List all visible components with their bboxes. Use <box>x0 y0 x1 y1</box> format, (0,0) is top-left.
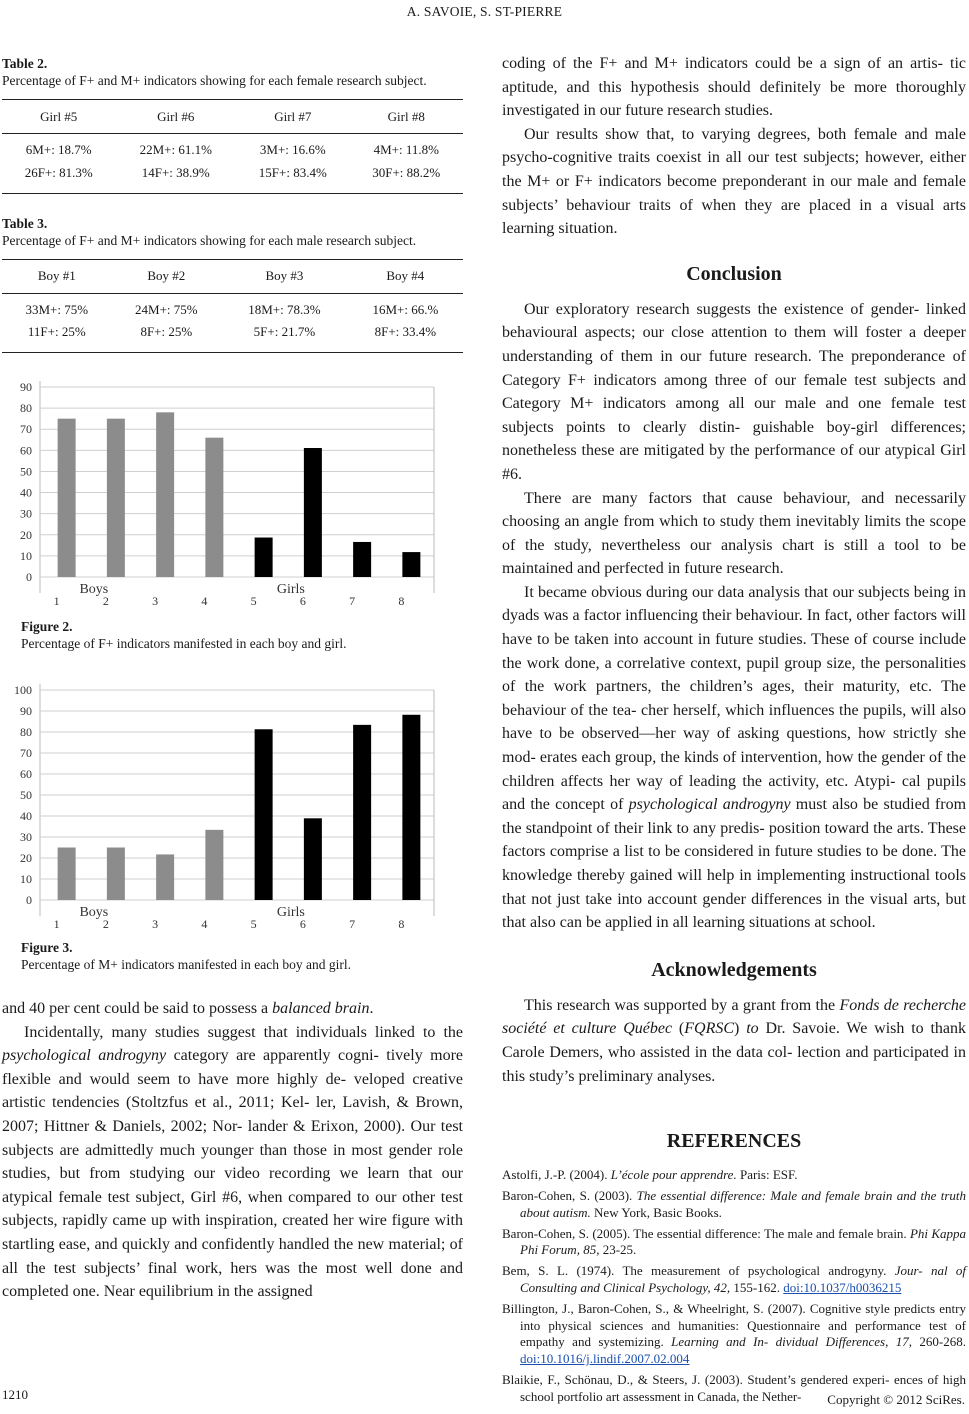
body-paragraph <box>502 581 966 935</box>
bar <box>304 448 322 577</box>
bar <box>353 542 371 577</box>
figure-2-title: Figure 2. <box>21 619 73 634</box>
table-cell: 15F+: 83.4% <box>236 159 349 194</box>
y-tick-label: 40 <box>20 809 32 823</box>
references-heading: REFERENCES <box>666 1130 802 1153</box>
y-tick-label: 80 <box>20 725 32 739</box>
bar <box>58 419 76 577</box>
x-tick-label: 8 <box>398 594 405 608</box>
conclusion-heading: Conclusion <box>686 262 782 285</box>
table-header-cell: Boy #4 <box>348 259 463 293</box>
text-run: Baron-Cohen, S. (2003). <box>502 1187 637 1203</box>
table-header-cell: Boy #1 <box>2 259 112 293</box>
bar <box>156 854 174 900</box>
x-tick-label: 7 <box>349 594 356 608</box>
y-tick-label: 0 <box>26 570 32 584</box>
table-cell: 6M+: 18.7% <box>25 142 92 158</box>
y-tick-label: 0 <box>26 893 32 907</box>
group-label: Girls <box>276 582 305 597</box>
table-cell: 26F+: 81.3% <box>2 159 115 194</box>
y-tick-label: 80 <box>20 401 32 416</box>
figure-3-chart <box>2 678 442 928</box>
body-paragraph <box>2 997 463 1021</box>
table-cell: 30F+: 88.2% <box>350 159 463 194</box>
body-paragraph <box>502 994 966 1088</box>
text-run: Incidentally, many studies suggest that individuals linked to the <box>24 1023 463 1041</box>
text-emphasis: psychological androgyny <box>628 796 791 814</box>
table-cell: 33M+: 75% <box>25 301 89 317</box>
y-tick-label: 40 <box>20 485 32 500</box>
table-cell: 16M+: 66.% <box>372 301 439 317</box>
y-tick-label: 20 <box>20 527 32 542</box>
figure-3-title: Figure 3. <box>21 940 73 955</box>
page-number: 1210 <box>2 1387 28 1402</box>
body-paragraph: Our results show that, to varying degrees, both female and male psycho-cognitive traits coexist in all our test subjects; however, either the M+ or F+ indicators become preponderant in our male and female subjects’ behaviour traits of when they are placed in a visual arts learning situation. <box>502 125 966 238</box>
x-tick-label: 2 <box>102 917 109 928</box>
table-cell: 4M+: 11.8% <box>373 142 439 158</box>
bar <box>107 848 125 901</box>
doi-link[interactable]: doi:10.1037/h0036215 <box>783 1279 902 1295</box>
x-tick-label: 3 <box>152 917 159 928</box>
right-column <box>502 52 966 1410</box>
table-cell: 22M+: 61.1% <box>139 142 212 158</box>
text-emphasis: Learning and In- dividual Differences, 17, <box>671 1334 913 1350</box>
bar <box>205 438 223 577</box>
y-tick-label: 70 <box>20 746 32 760</box>
table-2-title: Table 2. <box>2 56 48 71</box>
text-run: 23-25. <box>599 1242 637 1258</box>
table-cell: 18M+: 78.3% <box>248 301 321 317</box>
table-cell: 8F+: 33.4% <box>348 318 463 353</box>
x-tick-label: 6 <box>299 594 306 608</box>
x-tick-label: 5 <box>250 917 257 928</box>
bar <box>402 715 420 900</box>
group-label: Girls <box>276 905 305 920</box>
text-run: Billington, J., Baron-Cohen, S., & Wheelright, S. (2007). Cognitive style predicts entry into physical sciences and humanities: Questionnaire and performance test of empathy and systemizing. <box>502 1300 966 1350</box>
acknowledgements-heading: Acknowledgements <box>651 958 817 981</box>
x-tick-label: 1 <box>53 917 60 928</box>
table-header-cell: Boy #3 <box>221 259 348 293</box>
table-cell: 24M+: 75% <box>135 301 198 317</box>
text-run: ( <box>672 1020 685 1038</box>
text-emphasis: The essential difference: Male and female brain and the truth about autism. <box>520 1187 967 1220</box>
reference-item <box>502 1263 966 1297</box>
reference-item <box>502 1188 966 1222</box>
text-emphasis: to <box>746 1020 759 1038</box>
table-3 <box>2 216 463 354</box>
bar <box>255 729 273 900</box>
text-emphasis: psychological androgyny <box>2 1047 167 1065</box>
y-tick-label: 30 <box>20 830 32 844</box>
table-3-grid <box>2 259 463 354</box>
bar <box>58 848 76 901</box>
table-2-description: Percentage of F+ and M+ indicators showing for each female research subject. <box>2 73 427 88</box>
y-tick-label: 20 <box>20 851 32 865</box>
text-emphasis: Jour- nal of Consulting and Clinical Psychology, 42, <box>520 1263 967 1295</box>
table-header-cell: Girl #8 <box>350 100 463 134</box>
y-tick-label: 60 <box>20 443 32 458</box>
body-paragraph: Our exploratory research suggests the existence of gender- linked behavioural aspects; our close attention to them will foster a deeper understanding of them in our future research. The preponderance of Category F+ indicators among three of our female test subjects and Category M+ indicators among all our male and one female test subjects points to clearly distin- guishable boy-girl differences; nonetheless these are mitigated by the performance of our atypical Girl #6. <box>502 300 966 483</box>
text-run: category are apparently cogni- tively more flexible and would seem to have more highly de- veloped creative artistic tendencies (Stoltzfus et al., 2011; Kel- ler, Lavish, & Brown, 2007; Hittner & Daniels, 2002; Nor- lander & Erixon, 2000). Our test subjects are admittedly much younger than those in most gender role studies, but from studying our video recording we learn that our atypical female test subject, Girl #6, when compared to our other test subjects, rapidly came up with inspiration, created her wire figure with startling ease, and quickly and confidently handled the new material; of all the test subjects’ final work, hers was the most well done and completed one. Near equilibrium in the assigned <box>2 1047 464 1301</box>
body-paragraph: There are many factors that cause behaviour, and necessarily choosing an angle from which to study them inevitably limits the scope of the study, nevertheless our analysis chart is still a tool to be maintained and perfected in future research. <box>502 489 966 578</box>
figure-2-bar-chart <box>2 373 442 613</box>
y-tick-label: 100 <box>14 683 32 697</box>
bar <box>304 818 322 900</box>
bar <box>107 419 125 577</box>
x-tick-label: 8 <box>398 917 405 928</box>
body-paragraph: coding of the F+ and M+ indicators could be a sign of an artis- tic aptitude, and this hypothesis should definitely be more thoroughly investigated in our future research studies. <box>502 55 966 120</box>
group-label: Boys <box>79 905 109 920</box>
table-cell: 3M+: 16.6% <box>259 142 326 158</box>
table-2-grid <box>2 99 463 194</box>
text-emphasis: Fonds de recherche société et culture Québec <box>502 996 966 1038</box>
text-run: and 40 per cent could be said to possess a <box>2 1000 273 1017</box>
x-tick-label: 1 <box>53 594 60 608</box>
reference-item <box>502 1301 966 1368</box>
text-run: New York, Basic Books. <box>590 1204 722 1220</box>
doi-link[interactable]: doi:10.1016/j.lindif.2007.02.004 <box>520 1351 690 1367</box>
group-label: Boys <box>79 582 109 597</box>
table-header-cell: Girl #5 <box>2 100 115 134</box>
text-run: must also be studied from the standpoint of their link to any predis- position toward the arts. These factors comprise a list to be considered in future studies to be done. The knowledge thereby gained will help in implementing instructional tools that not just take into account gender differences in the visual arts, but that also can be applied in all learning situations at school. <box>502 796 967 932</box>
text-run: . <box>369 1000 374 1017</box>
y-tick-label: 90 <box>20 380 32 394</box>
x-tick-label: 6 <box>299 917 306 928</box>
x-tick-label: 7 <box>349 917 356 928</box>
text-emphasis: Phi Kappa Phi Forum, 85, <box>520 1225 966 1258</box>
text-run: This research was supported by a grant from the <box>524 996 840 1014</box>
y-tick-label: 90 <box>20 704 32 718</box>
table-header-cell: Boy #2 <box>112 259 222 293</box>
copyright-notice: Copyright © 2012 SciRes. <box>827 1392 965 1407</box>
body-paragraph <box>2 1021 463 1304</box>
text-run: 155-162. <box>730 1279 784 1295</box>
y-tick-label: 30 <box>20 506 32 521</box>
left-column <box>2 56 463 1304</box>
text-run: ) <box>734 1020 747 1038</box>
figure-3-description: Percentage of M+ indicators manifested in each boy and girl. <box>21 957 352 972</box>
bar <box>255 538 273 577</box>
text-run: It became obvious during our data analysis that our subjects being in dyads was a factor influencing their behaviour. In fact, other factors will have to be taken into account in future studies. These of course include the work done, a correlative context, pupil group size, the personalities of the work partners, the children’s ages, their maturity, etc. The behaviour of the tea- cher herself, which influences the pupils, will also have to be observed—her way of asking questions, how strictly she mod- erates each group, the kinds of intervention, how the gender of the children affects her way of leading the activity, etc. Atypi- cal pupils and the concept of <box>502 583 966 814</box>
text-run: Bem, S. L. (1974). The measurement of psychological androgyny. <box>502 1263 895 1279</box>
reference-list <box>502 1167 966 1405</box>
y-tick-label: 50 <box>20 464 32 479</box>
x-tick-label: 3 <box>152 594 159 608</box>
text-run: Blaikie, F., Schönau, D., & Steers, J. (2003). Student’s gendered experi- ences of high school portfolio art assessment in Canada, the Nether- <box>502 1371 966 1404</box>
table-cell: 11F+: 25% <box>2 318 112 353</box>
figure-2-description: Percentage of F+ indicators manifested in each boy and girl. <box>21 636 347 651</box>
text-emphasis: balanced brain <box>272 1000 370 1017</box>
figure-3-bar-chart <box>2 678 442 928</box>
text-emphasis: FQRSC <box>684 1020 735 1038</box>
y-tick-label: 10 <box>20 872 32 886</box>
y-tick-label: 50 <box>20 788 32 802</box>
table-row <box>2 318 463 353</box>
table-cell: 14F+: 38.9% <box>115 159 236 194</box>
x-tick-label: 4 <box>201 594 208 608</box>
x-tick-label: 4 <box>201 917 208 928</box>
table-cell: 8F+: 25% <box>112 318 222 353</box>
running-header: A. SAVOIE, S. ST-PIERRE <box>406 4 563 19</box>
y-tick-label: 60 <box>20 767 32 781</box>
table-3-title: Table 3. <box>2 215 48 231</box>
x-tick-label: 2 <box>102 594 109 608</box>
text-run: 260-268. <box>912 1334 966 1350</box>
table-header-cell: Girl #6 <box>115 100 236 134</box>
bar <box>353 725 371 900</box>
figure-2-chart <box>2 373 442 613</box>
x-tick-label: 5 <box>250 594 257 608</box>
table-3-description: Percentage of F+ and M+ indicators showing for each male research subject. <box>2 232 417 248</box>
text-emphasis: L’école pour apprendre. <box>610 1167 737 1183</box>
text-run: Astolfi, J.-P. (2004). <box>502 1167 611 1183</box>
table-row <box>2 134 463 159</box>
reference-item <box>502 1167 966 1184</box>
table-header-cell: Girl #7 <box>236 100 349 134</box>
table-2 <box>2 56 463 194</box>
table-row <box>2 159 463 194</box>
reference-item <box>502 1226 966 1260</box>
bar <box>205 830 223 900</box>
text-run: Dr. Savoie. We wish to thank Carole Demers, who assisted in the data col- lection and participated in this study’s preliminary analyses. <box>502 1020 967 1085</box>
table-row <box>2 293 463 318</box>
text-run: Baron-Cohen, S. (2005). The essential difference: The male and female brain. <box>502 1225 910 1241</box>
y-tick-label: 10 <box>20 548 32 563</box>
table-cell: 5F+: 21.7% <box>221 318 348 353</box>
bar <box>156 412 174 577</box>
y-tick-label: 70 <box>20 422 32 437</box>
text-run: Paris: ESF. <box>736 1167 798 1183</box>
bar <box>402 552 420 577</box>
